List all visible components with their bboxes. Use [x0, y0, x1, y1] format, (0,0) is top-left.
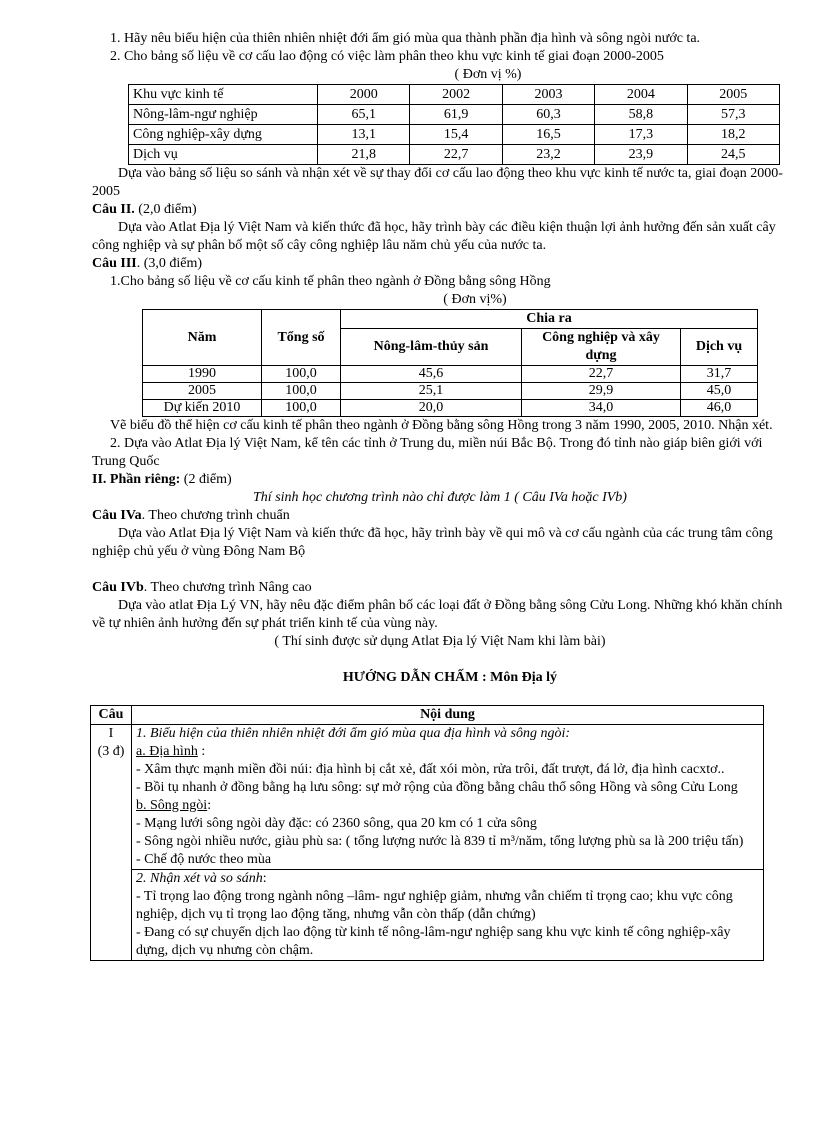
question-number: I — [108, 726, 114, 741]
table-row — [91, 870, 764, 961]
table-cell: Khu vực kinh tế — [129, 85, 318, 105]
table-header-cell: Câu — [91, 706, 132, 725]
guide-title: HƯỚNG DẪN CHẤM : Môn Địa lý — [342, 670, 558, 685]
spacer — [92, 687, 788, 705]
block2-heading-colon: : — [262, 871, 267, 886]
spacer — [92, 561, 788, 579]
table-cell: 1990 — [143, 366, 262, 383]
table-cell: Dịch vụ — [129, 145, 318, 165]
cau3-unit: ( Đơn vị%) — [443, 292, 507, 307]
ivb-sub: . Theo chương trình Nâng cao — [143, 580, 312, 595]
part1-task: Dựa vào bảng số liệu so sánh và nhận xét về sự thay đổi cơ cấu lao động theo khu vực kinh tế nước ta, giai đoạn 2000-2005 — [92, 166, 783, 199]
cau2-points: (2,0 điểm) — [134, 202, 197, 217]
block1-b-title — [136, 797, 759, 815]
table-row — [129, 105, 780, 125]
table-cell: 45,6 — [341, 366, 522, 383]
block2-heading-text: 2. Nhận xét và so sánh — [136, 871, 263, 886]
table-cell: 34,0 — [522, 400, 681, 417]
table-cell: 21,8 — [318, 145, 410, 165]
table-cell: 100,0 — [262, 400, 341, 417]
answer-block-2 — [132, 870, 764, 961]
table-header-cell: Công nghiệp và xây dựng — [522, 329, 681, 366]
cau3-task2: 2. Dựa vào Atlat Địa lý Việt Nam, kể tên các tỉnh ở Trung du, miền núi Bắc Bộ. Trong đó tỉnh nào giáp biên giới với Trung Quốc — [92, 436, 763, 469]
part2-title: II. Phần riêng: — [92, 472, 181, 487]
ivb-title: Câu IVb — [92, 580, 144, 595]
cau3-task1: Vẽ biểu đồ thể hiện cơ cấu kinh tế phân theo ngành ở Đồng bằng sông Hồng trong 3 năm 1990, 2005, 2010. Nhận xét. — [110, 418, 773, 433]
table-cell: 17,3 — [595, 125, 687, 145]
table-cell: 20,0 — [341, 400, 522, 417]
economic-structure-table — [142, 309, 758, 417]
table-cell: Công nghiệp-xây dựng — [129, 125, 318, 145]
ivb-text: Dựa vào atlat Địa Lý VN, hãy nêu đặc điểm phân bố các loại đất ở Đồng bằng sông Cửu Long. Những khó khăn chính về tự nhiên ảnh hưởng đến sự phát triển kinh tế của vùng này. — [92, 598, 783, 631]
block2-l2: - Đang có sự chuyển dịch lao động từ kinh tế nông-lâm-ngư nghiệp sang khu vực kinh tế công nghiệp-xây dựng, dịch vụ nhưng còn chậm. — [136, 925, 731, 958]
iva-title: Câu IVa — [92, 508, 142, 523]
subsection-label: a. Địa hình — [136, 744, 198, 759]
table-cell: Nông-lâm-ngư nghiệp — [129, 105, 318, 125]
table-header-cell: Chia ra — [341, 310, 758, 329]
block1-a2: - Bồi tụ nhanh ở đồng bằng hạ lưu sông: sự mở rộng của đồng bằng châu thổ sông Hồng và sông Cửu Long — [136, 780, 738, 795]
table-row — [143, 383, 758, 400]
subsection-colon: : — [197, 744, 206, 759]
table-cell: 46,0 — [681, 400, 758, 417]
subsection-label: b. Sông ngòi — [136, 798, 208, 813]
cau2-heading — [92, 201, 788, 219]
table-header-row — [91, 706, 764, 725]
table-cell: 2002 — [410, 85, 502, 105]
table-row — [91, 725, 764, 870]
table-header-row — [129, 85, 780, 105]
table-cell: 25,1 — [341, 383, 522, 400]
table-cell: 24,5 — [687, 145, 779, 165]
iva-sub: . Theo chương trình chuẩn — [141, 508, 290, 523]
table-cell: Dự kiến 2010 — [143, 400, 262, 417]
table-cell: 31,7 — [681, 366, 758, 383]
question-label-cell — [91, 725, 132, 961]
block1-heading: 1. Biểu hiện của thiên nhiên nhiệt đới ẩm gió mùa qua địa hình và sông ngòi: — [136, 726, 571, 741]
table-cell: 22,7 — [522, 366, 681, 383]
cau2-title: Câu II. — [92, 202, 135, 217]
table-cell: 61,9 — [410, 105, 502, 125]
footer-note: ( Thí sinh được sử dụng Atlat Địa lý Việt Nam khi làm bài) — [274, 634, 606, 649]
table-cell: 13,1 — [318, 125, 410, 145]
grading-table — [90, 705, 764, 961]
table-cell: 2005 — [687, 85, 779, 105]
block2-l1: - Tỉ trọng lao động trong ngành nông –lâm- ngư nghiệp giảm, nhưng vẫn chiếm tỉ trọng cao; khu vực công nghiệp, dịch vụ tỉ trọng lao động tăng, nhưng vẫn còn thấp (dẫn chứng) — [136, 889, 733, 922]
table-row — [143, 366, 758, 383]
cau3-title: Câu III — [92, 256, 137, 271]
block1-b1: - Mạng lưới sông ngòi dày đặc: có 2360 sông, qua 20 km có 1 cửa sông — [136, 816, 537, 831]
question-points: (3 đ) — [97, 744, 125, 759]
cau3-q1: 1.Cho bảng số liệu về cơ cấu kinh tế phân theo ngành ở Đồng bằng sông Hồng — [110, 274, 551, 289]
labor-structure-table — [128, 84, 780, 165]
table-cell: 100,0 — [262, 366, 341, 383]
cau3-heading — [92, 255, 788, 273]
part1-unit: ( Đơn vị %) — [454, 67, 522, 82]
iva-heading — [92, 507, 788, 525]
table-row — [143, 400, 758, 417]
part2-points: (2 điểm) — [180, 472, 232, 487]
exam-page — [92, 30, 788, 961]
block2-heading — [136, 870, 759, 888]
table-row — [129, 145, 780, 165]
table-cell: 60,3 — [502, 105, 594, 125]
table-cell: 29,9 — [522, 383, 681, 400]
table-cell: 2004 — [595, 85, 687, 105]
table-row — [129, 125, 780, 145]
table-cell: 45,0 — [681, 383, 758, 400]
iva-text: Dựa vào Atlat Địa lý Việt Nam và kiến thức đã học, hãy trình bày về qui mô và cơ cấu ngành của các trung tâm công nghiệp chủ yếu ở vùng Đông Nam Bộ — [92, 526, 773, 559]
block1-b3: - Chế độ nước theo mùa — [136, 852, 272, 867]
table-cell: 65,1 — [318, 105, 410, 125]
table-cell: 2005 — [143, 383, 262, 400]
spacer — [92, 651, 788, 669]
table-cell: 100,0 — [262, 383, 341, 400]
table-header-cell: Nội dung — [132, 706, 764, 725]
cau2-text: Dựa vào Atlat Địa lý Việt Nam và kiến thức đã học, hãy trình bày các điều kiện thuận lợi ảnh hưởng đến sản xuất cây công nghiệp và sự phân bố một số cây công nghiệp lâu năm chủ yếu của nước ta. — [92, 220, 776, 253]
ivb-heading — [92, 579, 788, 597]
table-cell: 2003 — [502, 85, 594, 105]
subsection-colon: : — [207, 798, 212, 813]
table-header-cell: Tổng số — [262, 310, 341, 366]
part2-heading — [92, 471, 788, 489]
block1-a-title — [136, 743, 759, 761]
table-header-row — [143, 310, 758, 329]
table-cell: 22,7 — [410, 145, 502, 165]
table-cell: 2000 — [318, 85, 410, 105]
table-header-cell: Nông-lâm-thủy sản — [341, 329, 522, 366]
table-header-cell: Năm — [143, 310, 262, 366]
cau3-points: . (3,0 điểm) — [136, 256, 203, 271]
table-cell: 57,3 — [687, 105, 779, 125]
table-cell: 16,5 — [502, 125, 594, 145]
block1-b2: - Sông ngòi nhiều nước, giàu phù sa: ( tổng lượng nước là 839 tỉ m³/năm, tổng lượng phù sa là 200 triệu tấn) — [136, 834, 744, 849]
block1-a1: - Xâm thực mạnh miền đồi núi: địa hình bị cắt xẻ, đất xói mòn, rửa trôi, đất trượt, đá lở, địa hình cacxtơ.. — [136, 762, 725, 777]
part1-q2: 2. Cho bảng số liệu về cơ cấu lao động có việc làm phân theo khu vực kinh tế giai đoạn 2000-2005 — [110, 49, 664, 64]
part2-note: Thí sinh học chương trình nào chỉ được làm 1 ( Câu IVa hoặc IVb) — [253, 490, 627, 505]
table-cell: 23,9 — [595, 145, 687, 165]
answer-block-1 — [132, 725, 764, 870]
part1-q1: 1. Hãy nêu biểu hiện của thiên nhiên nhiệt đới ẩm gió mùa qua thành phần địa hình và sông ngòi nước ta. — [110, 31, 701, 46]
table-cell: 18,2 — [687, 125, 779, 145]
table-cell: 23,2 — [502, 145, 594, 165]
table-cell: 58,8 — [595, 105, 687, 125]
table-header-cell: Dịch vụ — [681, 329, 758, 366]
table-cell: 15,4 — [410, 125, 502, 145]
